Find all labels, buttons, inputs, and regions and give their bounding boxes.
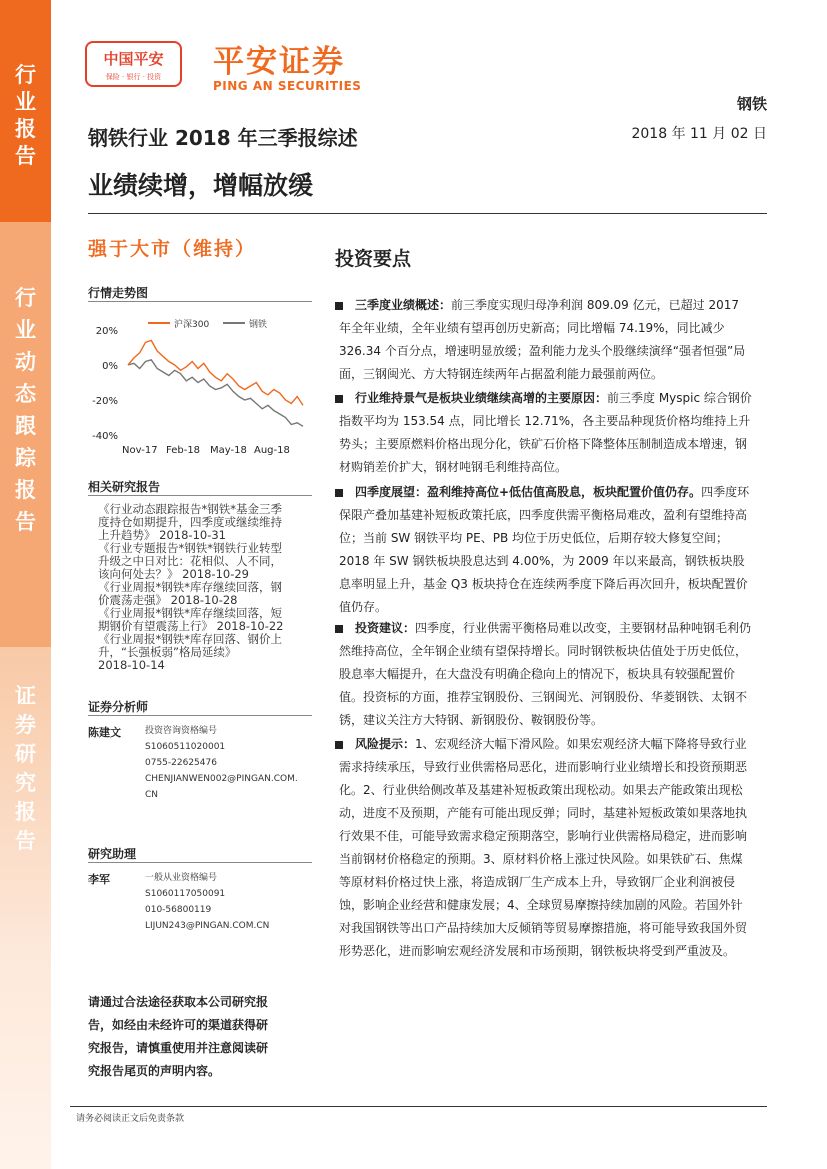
related-report-line: 价震荡走强》 2018-10-28 bbox=[98, 593, 238, 607]
analyst-section-title: 证券分析师 bbox=[88, 700, 149, 714]
contact-line: S1060511020001 bbox=[145, 742, 226, 752]
analyst-contact bbox=[145, 723, 298, 803]
series-line-hs300 bbox=[128, 341, 303, 406]
x-tick-label: Aug-18 bbox=[254, 445, 290, 456]
side-label-securities-research: 证 券 研 究 报 告 bbox=[15, 684, 36, 853]
report-title: 钢铁行业 2018 年三季报综述 bbox=[88, 126, 358, 150]
contact-line: 0755-22625476 bbox=[145, 758, 217, 768]
chart-section-title: 行情走势图 bbox=[88, 286, 149, 300]
related-report-line: 度持仓如期提升，四季度或继续维持 bbox=[98, 515, 282, 529]
contact-line: 010-56800119 bbox=[145, 905, 212, 915]
related-report-line: 《行业周报*钢铁*库存回落、钢价上 bbox=[98, 632, 282, 646]
industry-label: 钢铁 bbox=[736, 95, 767, 113]
investment-point bbox=[339, 294, 753, 386]
contact-line: 投资咨询资格编号 bbox=[145, 726, 218, 736]
point-body: 1、宏观经济大幅下滑风险。如果宏观经济大幅下降将导致行业需求持续承压，导致行业供需格局恶化，进而影响行业业绩增长和投资预期恶化。2、行业供给侧改革及基建补短板政策出现松动。如果去产能政策出现松动，进度不及预期，产能有可能出现反弹；同时，基建补短板政策如果落地执行效果不佳，可能导致需求稳定预期落空，影响行业供需格局稳定，进而影响当前钢材价格稳定的预期。3、原材料价格上涨过快风险。如果铁矿石、焦煤等原材料价格过快上涨，将造成钢厂生产成本上升，导致钢厂企业利润被侵蚀，影响企业经营和健康发展；4、全球贸易摩擦持续加剧的风险。若国外针对我国钢铁等出口产品持续加大反倾销等贸易摩擦措施，将可能导致我国外贸形势恶化，进而影响宏观经济发展和市场预期，钢铁板块将受到严重波及。 bbox=[339, 737, 748, 958]
ping-an-securities-logo bbox=[213, 36, 361, 93]
related-reports-title: 相关研究报告 bbox=[88, 480, 161, 494]
related-report-line: 《行业动态跟踪报告*钢铁*基金三季 bbox=[98, 502, 282, 516]
report-headline: 业绩续增，增幅放缓 bbox=[88, 171, 314, 200]
point-body: 四季度环保限产叠加基建补短板政策托底，四季度供需平衡格局难改，盈利有望维持高位；当前 SW 钢铁平均 PE、PB 均位于历史低位，后期存较大修复空间；2018 年 SW 钢铁板块股息达到 4.00%，为 2009 年以来最高，钢铁板块股息率明显上升，基金 Q3 板块持仓在连续两季度下降后再次回升，板块配置价值仍存。 bbox=[339, 485, 750, 614]
report-date: 2018 年 11 月 02 日 bbox=[631, 126, 767, 142]
market-trend-chart bbox=[88, 310, 308, 460]
related-report-line: 该向何处去？》 2018-10-29 bbox=[98, 567, 249, 581]
legend-label: 钢铁 bbox=[249, 320, 268, 330]
related-report-line: 《行业周报*钢铁*库存继续回落，钢 bbox=[98, 580, 282, 594]
investment-highlights-title: 投资要点 bbox=[335, 248, 412, 270]
series-line-steel bbox=[128, 360, 303, 427]
related-report-line: 升级之中日对比：花相似、人不同， bbox=[98, 554, 282, 568]
investment-point bbox=[339, 733, 753, 963]
ping-an-logo-subtext: 保险 · 银行 · 投资 bbox=[105, 73, 162, 81]
side-label-industry-report: 行 业 报 告 bbox=[15, 63, 36, 168]
section-divider bbox=[88, 715, 312, 716]
contact-line: LIJUN243@PINGAN.COM.CN bbox=[145, 921, 270, 931]
disclaimer-line: 请通过合法途径获取本公司研究报 bbox=[88, 995, 269, 1009]
side-label-dynamic-tracking: 行 业 动 态 跟 踪 报 告 bbox=[15, 286, 36, 534]
securities-logo-cn: 平安证券 bbox=[213, 44, 345, 80]
rating: 强于大市（维持） bbox=[88, 238, 257, 260]
investment-point bbox=[339, 387, 753, 479]
disclaimer-line: 究报告尾页的声明内容。 bbox=[88, 1064, 221, 1078]
point-heading: 投资建议： bbox=[355, 621, 416, 635]
section-divider bbox=[88, 862, 312, 863]
investment-point bbox=[339, 617, 753, 732]
y-tick-label: -40% bbox=[92, 431, 118, 442]
point-body: 四季度，行业供需平衡格局难以改变，主要钢材品种吨钢毛利仍然维持高位，全年钢企业绩有望保持增长。同时钢铁板块估值处于历史低位，股息率大幅提升，在大盘没有明确企稳向上的情况下，板块具有较强配置价值。投资标的方面，推荐宝钢股份、三钢闽光、河钢股份、华菱钢铁、太钢不锈，建议关注方大特钢、新钢股份、鞍钢股份等。 bbox=[339, 621, 752, 727]
point-heading: 四季度展望：盈利维持高位+低估值高股息，板块配置价值仍存。 bbox=[355, 485, 702, 499]
point-body: 前三季度实现归母净利润 809.09 亿元，已超过 2017 年全年业绩，全年业绩有望再创历史新高；同比增幅 74.19%，同比减少 326.34 个百分点，增速明显放缓；盈利能力龙头个股继续演绎“强者恒强”局面，三钢闽光、方大特钢连续两年占据盈利能力最强前两位。 bbox=[339, 298, 746, 381]
contact-line: CN bbox=[145, 790, 159, 800]
securities-logo-en: PING AN SECURITIES bbox=[213, 79, 362, 93]
x-tick-label: May-18 bbox=[210, 445, 247, 456]
related-report-line: 上升趋势》 2018-10-31 bbox=[98, 528, 226, 542]
disclaimer-line: 究报告，请慎重使用并注意阅读研 bbox=[88, 1041, 269, 1055]
related-report-line: 《行业周报*钢铁*库存继续回落，短 bbox=[98, 606, 282, 620]
footer-note: 请务必阅读正文后免责条款 bbox=[76, 1114, 185, 1124]
disclaimer bbox=[88, 991, 308, 1083]
contact-line: S1060117050091 bbox=[145, 889, 226, 899]
contact-line: 一般从业资格编号 bbox=[145, 873, 218, 883]
y-tick-label: -20% bbox=[92, 396, 118, 407]
assistant-section-title: 研究助理 bbox=[88, 847, 137, 861]
related-reports-list bbox=[98, 503, 310, 672]
point-heading: 三季度业绩概述： bbox=[355, 298, 452, 312]
disclaimer-line: 告，如经由未经许可的渠道获得研 bbox=[88, 1018, 269, 1032]
related-report-line: 2018-10-14 bbox=[98, 658, 165, 672]
related-report-line: 升，“长强板弱”格局延续》 bbox=[98, 645, 237, 659]
point-heading: 风险提示： bbox=[355, 737, 416, 751]
related-report-line: 《行业专题报告*钢铁*钢铁行业转型 bbox=[98, 541, 282, 555]
section-divider bbox=[88, 495, 312, 496]
footer-divider bbox=[70, 1106, 767, 1107]
ping-an-logo bbox=[85, 41, 182, 87]
legend-label: 沪深300 bbox=[174, 320, 210, 330]
ping-an-logo-text: 中国平安 bbox=[103, 50, 164, 68]
assistant-name: 李军 bbox=[88, 873, 110, 886]
analyst-name: 陈建文 bbox=[88, 726, 121, 739]
assistant-contact bbox=[145, 870, 269, 934]
section-divider bbox=[88, 301, 312, 302]
x-tick-label: Feb-18 bbox=[166, 445, 201, 456]
related-report-line: 期钢价有望震荡上行》 2018-10-22 bbox=[98, 619, 284, 633]
x-tick-label: Nov-17 bbox=[122, 445, 158, 456]
y-tick-label: 20% bbox=[95, 326, 118, 337]
investment-point bbox=[339, 481, 753, 619]
point-body: 前三季度 Myspic 综合钢价指数平均为 153.54 点，同比增长 12.71%，各主要品种现货价格均维持上升势头；主要原燃料价格出现分化，铁矿石价格下降整体压制制造成本增速，钢材购销差价扩大，钢材吨钢毛利维持高位。 bbox=[339, 391, 752, 474]
y-tick-label: 0% bbox=[102, 361, 118, 372]
point-heading: 行业维持景气是板块业绩继续高增的主要原因： bbox=[355, 391, 608, 405]
contact-line: CHENJIANWEN002@PINGAN.COM. bbox=[145, 774, 298, 784]
header-divider bbox=[88, 213, 767, 214]
